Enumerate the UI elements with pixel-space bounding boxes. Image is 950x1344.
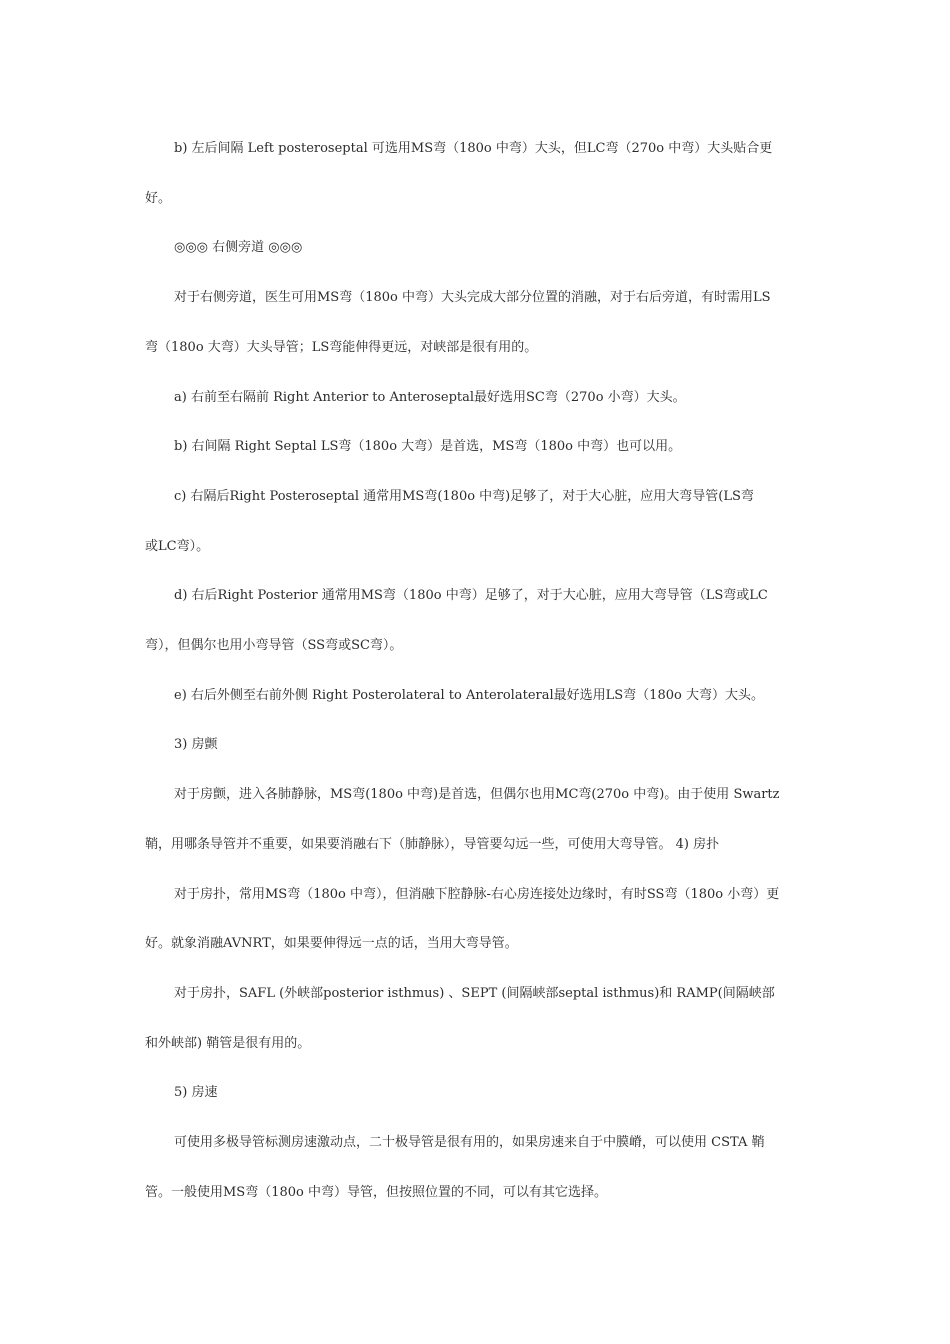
- section-heading-af: 3) 房颤: [174, 737, 218, 753]
- text-line: a) 右前至右隔前 Right Anterior to Anteroseptal最好选用SC弯（270o 小弯）大头。: [174, 389, 686, 405]
- text-line: 对于房扑，SAFL (外峡部posterior isthmus) 、SEPT (间隔峡部septal isthmus)和 RAMP(间隔峡部: [174, 985, 775, 1001]
- text-line: 好。就象消融AVNRT，如果要伸得远一点的话，当用大弯导管。: [145, 936, 518, 952]
- text-line: 可使用多极导管标测房速激动点，二十极导管是很有用的，如果房速来自于中膜嵴，可以使用 CSTA 鞘: [174, 1135, 765, 1151]
- text-line: d) 右后Right Posterior 通常用MS弯（180o 中弯）足够了，对于大心脏，应用大弯导管（LS弯或LC: [174, 588, 768, 604]
- text-line: 对于右侧旁道，医生可用MS弯（180o 中弯）大头完成大部分位置的消融，对于右后旁道，有时需用LS: [174, 290, 771, 306]
- text-line: 弯），但偶尔也用小弯导管（SS弯或SC弯）。: [145, 638, 403, 654]
- text-line: 鞘，用哪条导管并不重要，如果要消融右下（肺静脉），导管要勾远一些，可使用大弯导管。 4) 房扑: [145, 836, 720, 852]
- text-line: 对于房颤，进入各肺静脉，MS弯(180o 中弯)是首选，但偶尔也用MC弯(270o 中弯)。由于使用 Swartz: [174, 787, 780, 803]
- text-line: 对于房扑，常用MS弯（180o 中弯），但消融下腔静脉-右心房连接处边缘时，有时SS弯（180o 小弯）更: [174, 886, 780, 902]
- document-body: [145, 124, 815, 1217]
- text-line: c) 右隔后Right Posteroseptal 通常用MS弯(180o 中弯)足够了，对于大心脏，应用大弯导管(LS弯: [174, 488, 754, 504]
- text-line: 弯（180o 大弯）大头导管；LS弯能伸得更远，对峡部是很有用的。: [145, 339, 538, 355]
- text-line: 和外峡部) 鞘管是很有用的。: [145, 1035, 311, 1051]
- text-line: b) 右间隔 Right Septal LS弯（180o 大弯）是首选，MS弯（180o 中弯）也可以用。: [174, 439, 682, 455]
- text-line: b) 左后间隔 Left posteroseptal 可选用MS弯（180o 中弯）大头，但LC弯（270o 中弯）大头贴合更: [174, 141, 773, 156]
- section-heading-at: 5) 房速: [174, 1085, 218, 1101]
- section-heading-right-pathway: ◎◎◎ 右侧旁道 ◎◎◎: [174, 240, 303, 256]
- text-line: 好。: [145, 190, 172, 206]
- text-line: 管。一般使用MS弯（180o 中弯）导管，但按照位置的不同，可以有其它选择。: [145, 1184, 607, 1200]
- text-line: 或LC弯）。: [145, 538, 210, 554]
- text-line: e) 右后外侧至右前外侧 Right Posterolateral to Anterolateral最好选用LS弯（180o 大弯）大头。: [174, 687, 764, 703]
